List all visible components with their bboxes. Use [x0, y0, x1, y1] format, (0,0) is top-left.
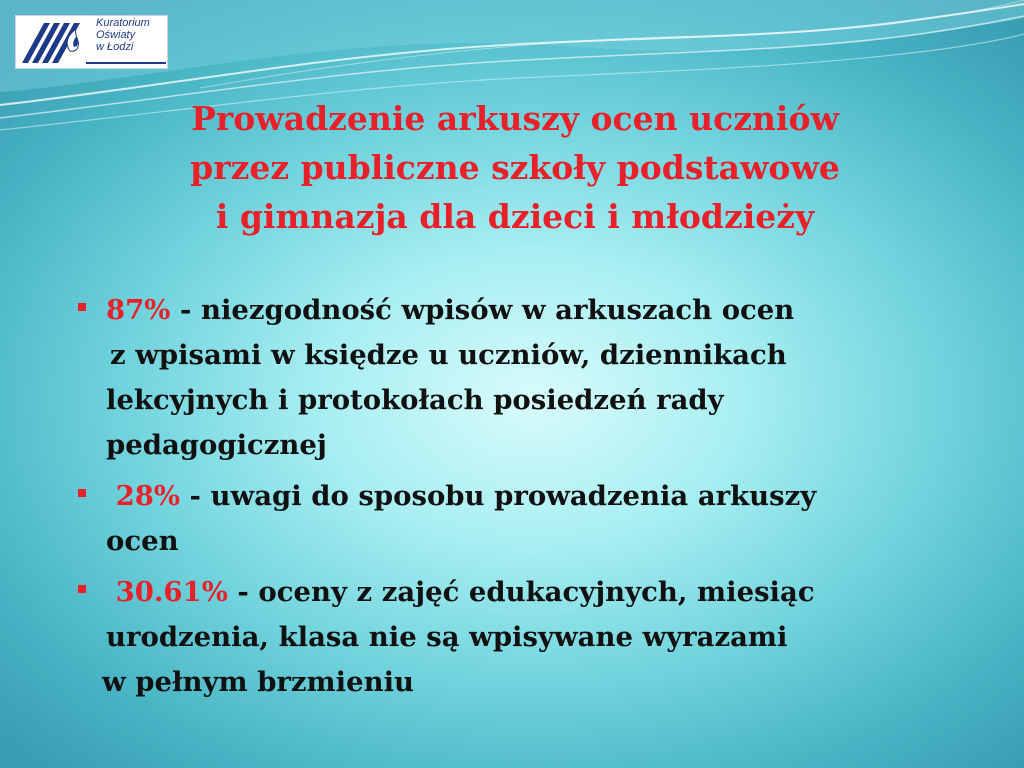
item-line: z wpisami w księdze u uczniów, dziennikach — [110, 339, 787, 371]
logo-text — [96, 17, 168, 53]
item-text: - oceny z zajęć edukacyjnych, miesiąc — [227, 576, 815, 608]
item-line: pedagogicznej — [106, 429, 327, 461]
bullet-square-icon — [78, 489, 86, 497]
slide-title — [100, 94, 930, 241]
title-line: i gimnazja dla dzieci i młodzieży — [215, 197, 815, 236]
title-line: Prowadzenie arkuszy ocen uczniów — [191, 99, 839, 138]
list-item — [76, 474, 926, 564]
logo-underline — [86, 62, 166, 64]
percent-value: 28% — [115, 480, 180, 512]
item-first-line — [106, 570, 926, 615]
percent-value: 30.61% — [115, 576, 228, 608]
percent-value: 87% — [106, 294, 171, 326]
list-item — [76, 570, 926, 705]
logo — [15, 15, 168, 69]
item-line: urodzenia, klasa nie są wpisywane wyrazami — [106, 621, 788, 653]
item-first-line — [106, 474, 926, 519]
bullet-list — [76, 288, 926, 711]
item-line: lekcyjnych i protokołach posiedzeń rady — [106, 384, 724, 416]
logo-line: w Łodzi — [96, 41, 134, 53]
item-line: w pełnym brzmieniu — [102, 666, 415, 698]
title-line: przez publiczne szkoły podstawowe — [190, 148, 840, 187]
flame-icon — [20, 19, 94, 65]
item-text: - niezgodność wpisów w arkuszach ocen — [170, 294, 795, 326]
item-first-line — [106, 288, 926, 333]
item-line: ocen — [106, 525, 179, 557]
bullet-square-icon — [78, 585, 86, 593]
bullet-square-icon — [78, 303, 86, 311]
item-text: - uwagi do sposobu prowadzenia arkuszy — [179, 480, 817, 512]
logo-line: Kuratorium — [96, 17, 150, 29]
logo-line: Oświaty — [96, 29, 136, 41]
list-item — [76, 288, 926, 468]
